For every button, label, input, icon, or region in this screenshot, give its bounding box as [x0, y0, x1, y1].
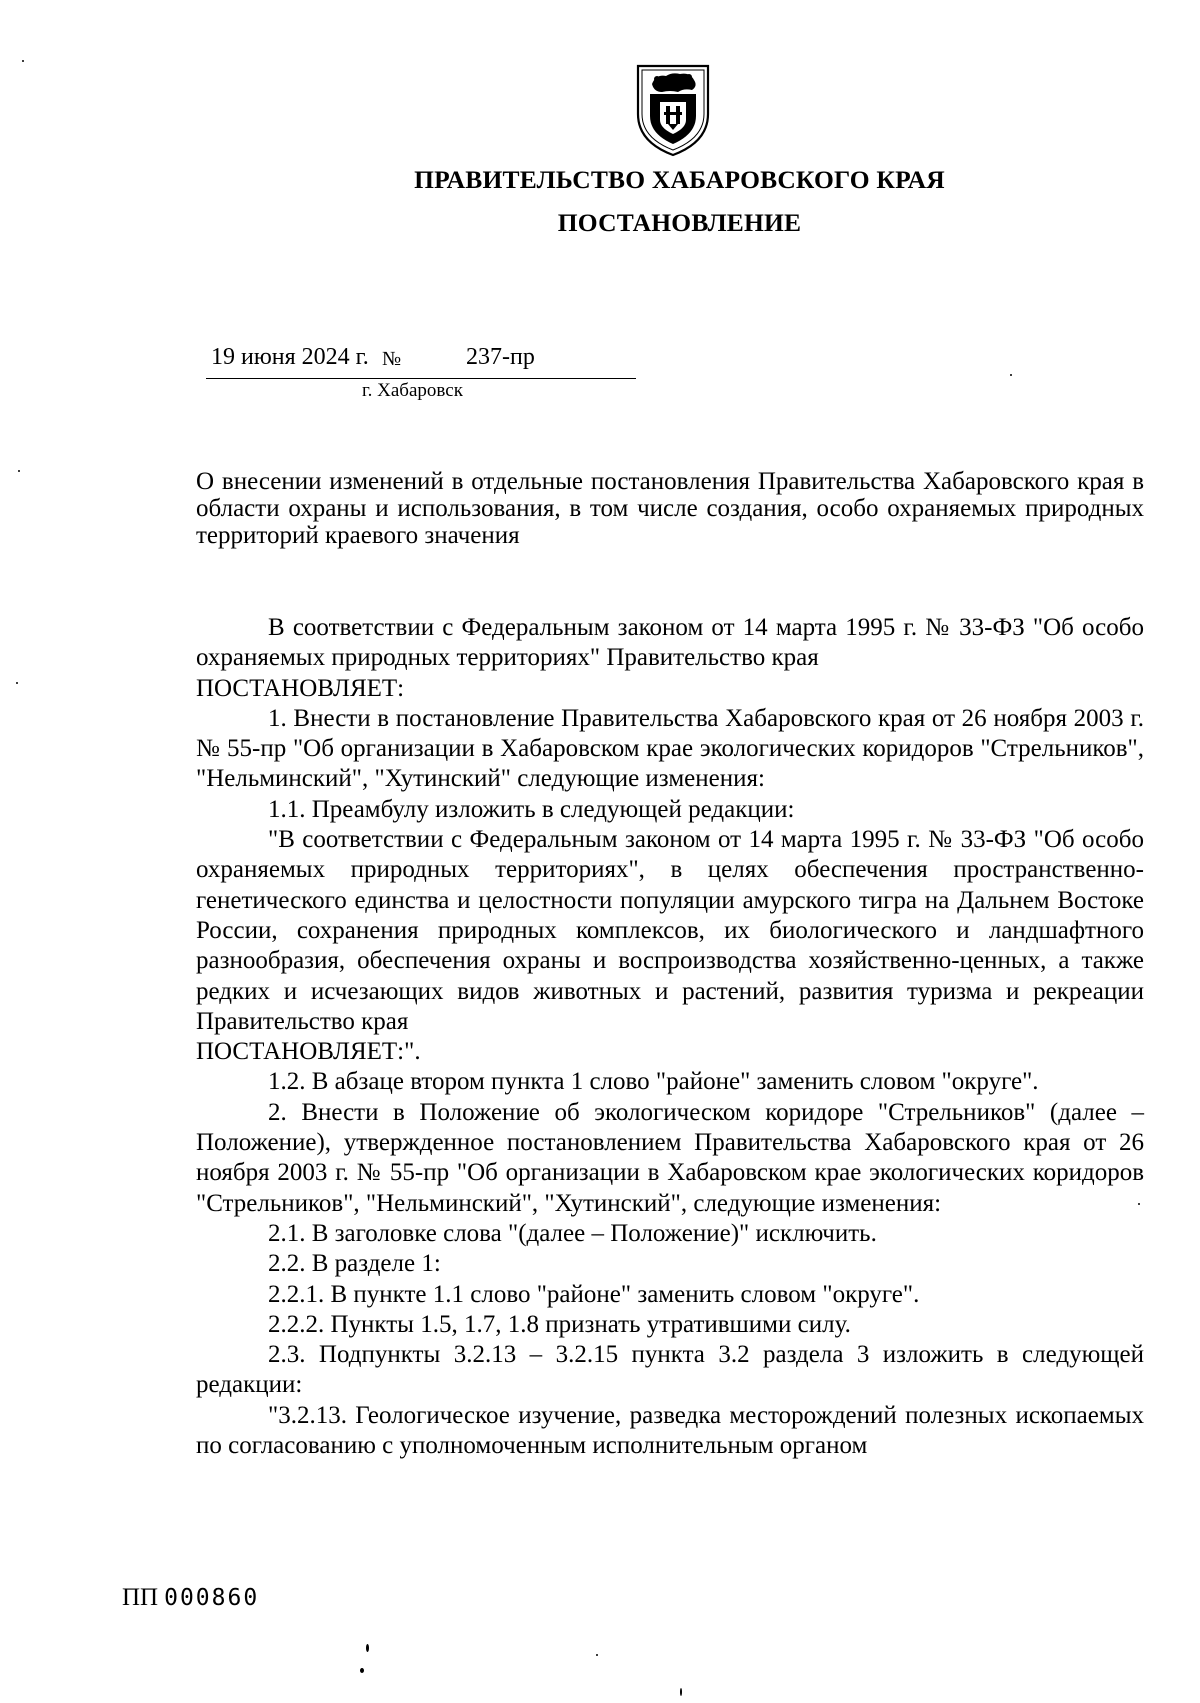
organization-title: ПРАВИТЕЛЬСТВО ХАБАРОВСКОГО КРАЯ — [414, 165, 945, 194]
khabarovsk-coat-of-arms-icon — [632, 62, 714, 158]
paragraph-2-2: 2.2. В разделе 1: — [268, 1250, 441, 1278]
quoted-preamble-paragraph: "В соответствии с Федеральным законом от 14 марта 1995 г. № 33-ФЗ "Об особо охраняемых природных территориях", в целях обеспечения пространственно-генетического единства и целостности популяции амурского тигра на Дальнем Востоке России, сохранения природных комплексов, их биологического и ландшафтного разнообразия, обеспечения охраны и воспроизводства хозяйственно-ценных, а также редких и исчезающих видов животных и растений, развития туризма и рекреации Правительство края — [196, 826, 1144, 1035]
resolves-heading: ПОСТАНОВЛЯЕТ: — [196, 674, 405, 702]
scan-speck — [16, 682, 18, 684]
document-number: 237-пр — [466, 344, 535, 370]
scan-speck — [596, 1654, 598, 1656]
quoted-resolves-heading: ПОСТАНОВЛЯЕТ:". — [196, 1038, 421, 1066]
paragraph-3-2-13: "3.2.13. Геологическое изучение, разведка месторождений полезных ископаемых по согласованию с уполномоченным исполнительным органом — [196, 1401, 1144, 1460]
scan-speck — [18, 470, 20, 472]
scan-speck — [360, 1668, 364, 1673]
paragraph-2-1: 2.1. В заголовке слова "(далее – Положение)" исключить. — [268, 1219, 877, 1247]
paragraph-1: 1. Внести в постановление Правительства Хабаровского края от 26 ноября 2003 г. № 55-пр "Об организации в Хабаровском крае экологических коридоров "Стрельников", "Нельминский", "Хутинский" следующие изменения: — [196, 704, 1144, 793]
preamble-paragraph: В соответствии с Федеральным законом от 14 марта 1995 г. № 33-ФЗ "Об особо охраняемых природных территориях" Правительство края — [196, 614, 1144, 672]
scan-speck — [1138, 1203, 1140, 1205]
paragraph-1-2: 1.2. В абзаце втором пункта 1 слово "районе" заменить словом "округе". — [268, 1068, 1039, 1096]
number-sign: № — [382, 348, 402, 370]
scan-speck — [680, 1688, 682, 1696]
scan-speck — [366, 1644, 369, 1652]
scan-speck — [1010, 374, 1012, 376]
document-body — [196, 613, 1144, 1461]
form-serial-stamp — [122, 1584, 259, 1612]
paragraph-1-1: 1.1. Преамбулу изложить в следующей редакции: — [268, 795, 795, 823]
form-serial-prefix: ПП — [122, 1584, 159, 1611]
form-serial-number: 000860 — [164, 1585, 260, 1611]
paragraph-2-2-2: 2.2.2. Пункты 1.5, 1.7, 1.8 признать утратившими силу. — [268, 1310, 851, 1338]
paragraph-2: 2. Внести в Положение об экологическом коридоре "Стрельников" (далее – Положение), утвержденное постановлением Правительства Хабаровского края от 26 ноября 2003 г. № 55-пр "Об организации в Хабаровском крае экологических коридоров "Стрельников", "Нельминский", "Хутинский", следующие изменения: — [196, 1098, 1144, 1217]
scan-speck — [22, 60, 24, 62]
paragraph-2-2-1: 2.2.1. В пункте 1.1 слово "районе" заменить словом "округе". — [268, 1280, 920, 1308]
paragraph-2-3: 2.3. Подпункты 3.2.13 – 3.2.15 пункта 3.2 раздела 3 изложить в следующей редакции: — [196, 1341, 1144, 1399]
document-details-line — [206, 344, 636, 379]
document-subject-title: О внесении изменений в отдельные постановления Правительства Хабаровского края в области охраны и использования, в том числе создания, особо охраняемых природных территорий краевого значения — [196, 468, 1144, 549]
document-type-title: ПОСТАНОВЛЕНИЕ — [557, 208, 802, 237]
document-date: 19 июня 2024 г. — [211, 344, 369, 370]
document-city: г. Хабаровск — [362, 380, 463, 401]
